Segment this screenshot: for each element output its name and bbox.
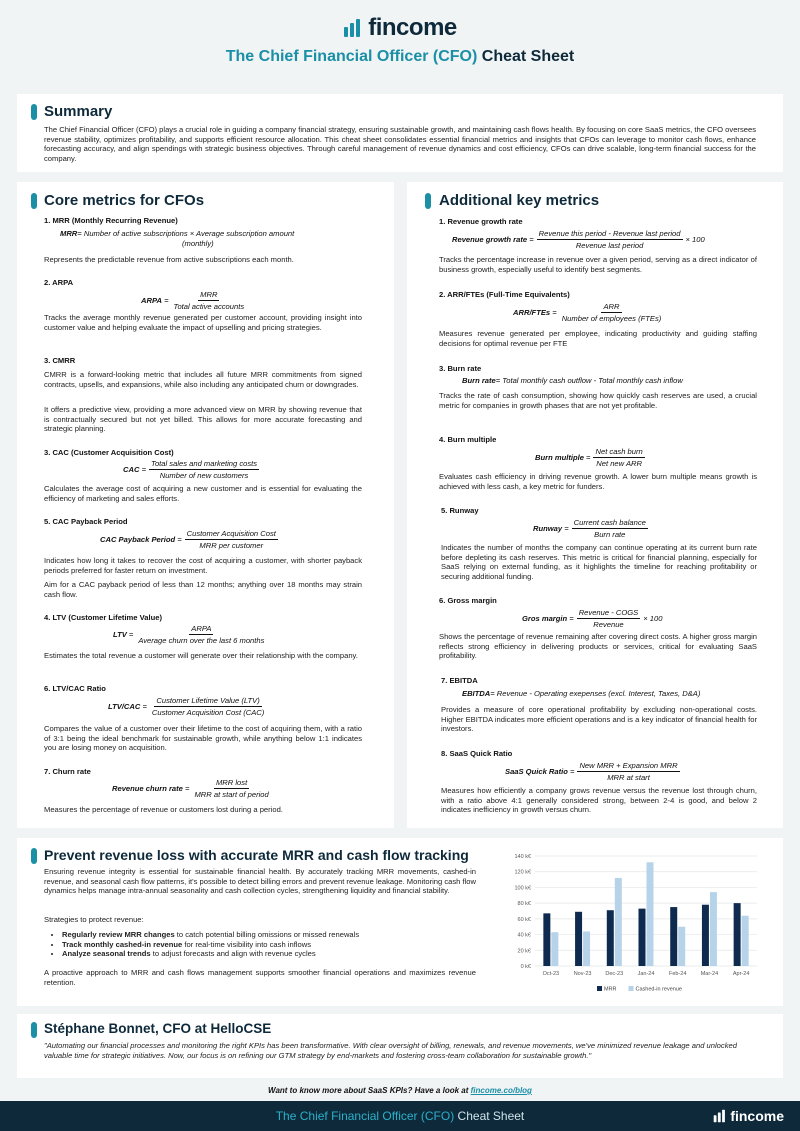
metric-desc-margin: Shows the percentage of revenue remaining after covering direct costs. A higher gross margin reflects strong efficiency in delivering products or services, critical for evaluating SaaS profitability. xyxy=(439,632,757,661)
footer-title xyxy=(0,1109,800,1123)
metric-desc-ltvcac: Compares the value of a customer over their lifetime to the cost of acquiring them, with a ratio of 3:1 being the ideal benchmark for sustainable growth, while anything below 1:1 indicates you are losing money on acquisition. xyxy=(44,724,362,753)
bullet-bold: Regularly review MRR changes xyxy=(62,930,175,939)
bar-cashed-in-revenue xyxy=(710,892,717,966)
metric-title-ltv: 4. LTV (Customer Lifetime Value) xyxy=(44,613,163,622)
formula-ltvcac: LTV/CAC = $\frac{\text{Customer Lifetime Value (LTV)}}{\text{Customer Acquisition Cost (CAC)}}$ xyxy=(108,696,265,717)
prevent-intro: Ensuring revenue integrity is essential for sustainable financial health. By accurately tracking MRR movements, cashed-in revenue, and seasonal cash flow patterns, it's possible to detect billing errors and prevent revenue leakage. Monitoring cash flow dynamics helps manage intra-annual seasonality and cash collection cycles, strengthening liquidity and financial stability. xyxy=(44,867,477,896)
metric-desc-mrr: Represents the predictable revenue from active subscriptions each month. xyxy=(44,255,294,264)
formula-lhs: EBITDA xyxy=(462,689,491,698)
chart-svg xyxy=(505,848,763,998)
x-tick-label: Apr-24 xyxy=(732,971,750,977)
formula-lhs: Revenue churn rate xyxy=(112,784,183,793)
list-item xyxy=(62,949,502,959)
summary-heading: Summary xyxy=(44,103,113,120)
y-tick-label: 0 k€ xyxy=(520,964,531,970)
y-tick-label: 80 k€ xyxy=(517,901,531,908)
bullet-text: to catch potential billing omissions or missed renewals xyxy=(174,930,360,939)
formula-lhs: Burn rate xyxy=(462,376,496,385)
formula-lhs: Burn multiple xyxy=(535,453,584,462)
formula-denominator: Revenue xyxy=(593,620,624,629)
formula-denominator: Net new ARR xyxy=(596,459,642,468)
formula-lhs: MRR xyxy=(60,229,78,238)
x-tick-label: Oct-23 xyxy=(542,971,560,977)
formula-numerator: Customer Lifetime Value (LTV) xyxy=(156,696,260,705)
formula-denominator: Average churn over the last 6 months xyxy=(138,636,265,645)
formula-numerator: Revenue this period - Revenue last period xyxy=(538,229,681,238)
formula-denominator: MRR at start of period xyxy=(194,790,269,799)
metric-desc-churn: Measures the percentage of revenue or customers lost during a period. xyxy=(44,805,283,814)
metric-title-arpa: 2. ARPA xyxy=(44,278,74,287)
prevent-heading: Prevent revenue loss with accurate MRR and cash flow tracking xyxy=(44,847,469,863)
formula-lhs: Revenue growth rate xyxy=(452,235,528,244)
formula-ltv: LTV = $\frac{\text{ARPA}}{\text{Average churn over the last 6 months}}$ xyxy=(113,624,265,645)
blog-link[interactable]: fincome.co/blog xyxy=(470,1086,532,1095)
metric-title-churn: 7. Churn rate xyxy=(44,767,91,776)
legend-label: MRR xyxy=(604,986,617,993)
mrr-cash-chart xyxy=(505,848,763,998)
formula-denominator: MRR per customer xyxy=(199,541,264,550)
formula-denominator: Number of new customers xyxy=(159,471,249,480)
formula-numerator: New MRR + Expansion MRR xyxy=(579,761,678,770)
formula-cac: CAC = $\frac{\text{Total sales and marketing costs}}{\text{Number of new customers}}$ xyxy=(123,459,258,480)
formula-ebitda xyxy=(462,689,700,698)
footer-brand-name: fincome xyxy=(730,1108,784,1124)
metric-desc-payback: Indicates how long it takes to recover the cost of acquiring a customer, with shorter payback periods preferred for faster return on investment. xyxy=(44,556,362,575)
metric-desc-multiple: Evaluates cash efficiency in driving revenue growth. A lower burn multiple means growth is achieved with less cash, a key metric for funders. xyxy=(439,472,757,491)
metric-desc-burn: Tracks the rate of cash consumption, showing how quickly cash reserves are used, a crucial metric for companies in growth phases that are not yet profitable. xyxy=(439,391,757,410)
formula-multiple: Burn multiple = $\frac{\text{Net cash burn}}{\text{Net new ARR}}$ xyxy=(535,447,643,468)
formula-lhs: CAC Payback Period xyxy=(100,535,176,544)
metric-desc-growth: Tracks the percentage increase in revenue over a given period, serving as a direct indicator of business growth, especially useful to identify best segments. xyxy=(439,255,757,274)
metric-desc-cmrr: CMRR is a forward-looking metric that includes all future MRR commitments from signed contracts, upsells, and expansions, while also including any anticipated churn or downgrades. xyxy=(44,370,362,389)
bar-mrr xyxy=(702,905,709,966)
bar-cashed-in-revenue xyxy=(583,931,590,966)
title-highlight: The Chief Financial Officer (CFO) xyxy=(225,48,478,65)
x-tick-label: Dec-23 xyxy=(605,971,624,977)
y-tick-label: 100 k€ xyxy=(514,885,531,892)
core-metrics-heading: Core metrics for CFOs xyxy=(44,192,205,209)
legend-swatch xyxy=(629,986,634,991)
metric-desc-cmrr-2: It offers a predictive view, providing a more advanced view on MRR by showing revenue that is contractually secured but not yet billed. This allows for more accurate forecasting and strategic planning. xyxy=(44,405,362,434)
x-tick-label: Feb-24 xyxy=(668,971,687,977)
formula-churn: Revenue churn rate = $\frac{\text{MRR lost}}{\text{MRR at start of period}}$ xyxy=(112,778,269,799)
bar-cashed-in-revenue xyxy=(615,878,622,966)
metric-title-ebitda: 7. EBITDA xyxy=(441,676,478,685)
bar-mrr xyxy=(670,907,677,966)
formula-numerator: ARR xyxy=(603,302,620,311)
cta-text: Want to know more about SaaS KPIs? Have a look at xyxy=(268,1086,471,1095)
metric-title-payback: 5. CAC Payback Period xyxy=(44,517,128,526)
x-tick-label: Jan-24 xyxy=(637,971,655,977)
formula-lhs: ARPA xyxy=(141,296,162,305)
bar-cashed-in-revenue xyxy=(678,927,685,966)
metric-title-margin: 6. Gross margin xyxy=(439,596,497,605)
testimonial-quote: "Automating our financial processes and monitoring the right KPIs has been transformative. With clear oversight of billing, renewals, and revenue movements, we've minimized revenue leakage and unlocked valuable time for strategic initiatives. Now, our focus is on refining our GTM strategy by end-markets and fostering cross-team collaboration for sustainable growth." xyxy=(44,1041,737,1060)
metric-desc-fte: Measures revenue generated per employee, indicating productivity and guiding staffing decisions for optimal revenue per FTE xyxy=(439,329,757,348)
list-item xyxy=(62,940,502,950)
formula-payback: CAC Payback Period = $\frac{\text{Customer Acquisition Cost}}{\text{MRR per customer}}$ xyxy=(100,529,276,550)
metric-desc-arpa: Tracks the average monthly revenue generated per customer account, providing insight into customer value and helping evaluate the impact of upselling and pricing strategies. xyxy=(44,313,362,332)
formula-numerator: Total sales and marketing costs xyxy=(151,459,258,468)
formula-numerator: MRR lost xyxy=(215,778,248,787)
metric-title-multiple: 4. Burn multiple xyxy=(439,435,497,444)
list-item xyxy=(62,930,502,940)
bar-cashed-in-revenue xyxy=(742,916,749,966)
bullet-bold: Track monthly cashed-in revenue xyxy=(62,939,183,949)
metric-desc-quick: Measures how efficiently a company grows revenue versus the revenue lost through churn, with a ratio above 4:1 generally considered strong, between 2-4 is good, and below 2 indicates inefficiency in growth versus churn. xyxy=(441,786,757,815)
metric-desc-ltv: Estimates the total revenue a customer will generate over their relationship with the company. xyxy=(44,651,358,660)
formula-lhs: Gros margin xyxy=(522,614,568,623)
y-tick-label: 120 k€ xyxy=(514,869,531,876)
formula-lhs: LTV/CAC xyxy=(108,702,141,711)
bar-mrr xyxy=(639,909,646,966)
brand-name: fincome xyxy=(368,14,457,41)
formula-denominator: Revenue last period xyxy=(575,241,644,250)
section-marker xyxy=(31,1022,37,1038)
formula-rhs: = Total monthly cash outflow - Total monthly cash inflow xyxy=(495,376,683,385)
formula-numerator: MRR xyxy=(200,290,218,299)
formula-denominator: Number of employees (FTEs) xyxy=(561,314,662,323)
formula-tail: × 100 xyxy=(643,614,663,623)
formula-denominator: Customer Acquisition Cost (CAC) xyxy=(151,708,265,717)
formula-lhs: ARR/FTEs xyxy=(513,308,551,317)
formula-rhs: = Revenue - Operating exepenses (excl. Interest, Taxes, D&A) xyxy=(490,689,701,698)
metric-title-burn: 3. Burn rate xyxy=(439,364,482,373)
prevent-outro: A proactive approach to MRR and cash flows management supports smoother financial operations and maximizes revenue retention. xyxy=(44,968,476,987)
formula-denominator: Total active accounts xyxy=(173,302,245,311)
summary-text: The Chief Financial Officer (CFO) plays a crucial role in guiding a company financial strategy, ensuring sustainable growth, and maintaining cash flows health. By focusing on core SaaS metrics, the CFO oversees revenue stability, optimizes profitability, and supports efficient resource allocation. This cheat sheet consolidates essential financial metrics and insights that CFOs can leverage to monitor cash flows, enhance forecasting accuracy, and align spendings with strategic business objectives. Through careful management of revenue dynamics and cost efficiency, CFOs can drive scalable, long-term financial success for the company. xyxy=(44,125,756,163)
formula-tail: × 100 xyxy=(685,235,705,244)
metric-title-fte: 2. ARR/FTEs (Full-Time Equivalents) xyxy=(439,290,570,299)
metric-title-cmrr: 3. CMRR xyxy=(44,356,76,365)
bar-cashed-in-revenue xyxy=(551,932,558,966)
cta-line xyxy=(0,1086,800,1095)
section-marker xyxy=(31,104,37,120)
formula-burn xyxy=(462,376,683,385)
strategies-label: Strategies to protect revenue: xyxy=(44,915,144,924)
footer-logo xyxy=(713,1108,784,1124)
metric-desc-payback-2: Aim for a CAC payback period of less than 12 months; anything over 18 months may strain cash flow. xyxy=(44,580,362,599)
y-tick-label: 40 k€ xyxy=(517,932,531,939)
metric-title-mrr: 1. MRR (Monthly Recurring Revenue) xyxy=(44,216,178,225)
fincome-logo-icon xyxy=(713,1109,727,1123)
y-tick-label: 20 k€ xyxy=(517,948,531,955)
metric-desc-cac: Calculates the average cost of acquiring a new customer and is essential for evaluating the efficiency of marketing and sales efforts. xyxy=(44,484,362,503)
formula-lhs: CAC xyxy=(123,465,140,474)
formula-numerator: Current cash balance xyxy=(573,518,646,527)
metric-desc-ebitda: Provides a measure of core operational profitability by excluding non-operational costs. Higher EBITDA indicates more efficient operations and is a key indicator of financial health for investors. xyxy=(441,705,757,734)
formula-numerator: Customer Acquisition Cost xyxy=(186,529,276,538)
legend-label: Cashed-in revenue xyxy=(635,986,682,993)
legend-swatch xyxy=(597,986,602,991)
metric-title-runway: 5. Runway xyxy=(441,506,479,515)
bar-mrr xyxy=(575,912,582,966)
section-marker xyxy=(425,193,431,209)
formula-runway: Runway = $\frac{\text{Current cash balance}}{\text{Burn rate}}$ xyxy=(533,518,646,539)
formula-mrr xyxy=(60,229,294,238)
x-tick-label: Nov-23 xyxy=(573,971,592,977)
formula-lhs: Runway xyxy=(533,524,563,533)
brand-logo xyxy=(0,14,800,43)
metric-desc-runway: Indicates the number of months the company can continue operating at its current burn rate before depleting its cash reserves. This metric is critical for financial planning, especially for SaaS relying on external funding, as it highlights the timeline for reaching profitability or securing additional funding. xyxy=(441,543,757,581)
testimonial-heading: Stéphane Bonnet, CFO at HelloCSE xyxy=(44,1021,272,1036)
formula-denominator: MRR at start xyxy=(607,773,650,782)
formula-lhs: LTV xyxy=(113,630,127,639)
formula-rhs: = Number of active subscriptions × Average subscription amount xyxy=(77,229,295,238)
footer-title-highlight: The Chief Financial Officer (CFO) xyxy=(275,1109,455,1123)
bar-mrr xyxy=(543,913,550,966)
metric-title-growth: 1. Revenue growth rate xyxy=(439,217,523,226)
metric-title-ltvcac: 6. LTV/CAC Ratio xyxy=(44,684,106,693)
formula-margin: Gros margin = $\frac{\text{Revenue - COGS}}{\text{Revenue}}$ × 100 xyxy=(522,608,663,629)
formula-numerator: Net cash burn xyxy=(595,447,643,456)
section-marker xyxy=(31,193,37,209)
page-title xyxy=(0,48,800,66)
formula-lhs: SaaS Quick Ratio xyxy=(505,767,568,776)
formula-growth: Revenue growth rate = $\frac{\text{Revenue this period - Revenue last period}}{\text{Revenue last period}}$ × 100 xyxy=(452,229,705,250)
additional-metrics-heading: Additional key metrics xyxy=(439,192,600,209)
formula-arpa: ARPA = $\frac{\text{MRR}}{\text{Total active accounts}}$ xyxy=(141,290,245,311)
bar-mrr xyxy=(734,903,741,966)
title-rest: Cheat Sheet xyxy=(477,48,575,65)
metric-title-quick: 8. SaaS Quick Ratio xyxy=(441,749,513,758)
formula-numerator: Revenue - COGS xyxy=(578,608,639,617)
section-marker xyxy=(31,848,37,864)
fincome-logo-icon xyxy=(343,18,363,38)
formula-mrr-cont: (monthly) xyxy=(182,239,214,248)
formula-quick: SaaS Quick Ratio = $\frac{\text{New MRR + Expansion MRR}}{\text{MRR at start}}$ xyxy=(505,761,678,782)
x-tick-label: Mar-24 xyxy=(700,971,719,977)
y-tick-label: 60 k€ xyxy=(517,916,531,923)
bullet-bold: Analyze seasonal trends xyxy=(62,949,151,959)
metric-title-cac: 3. CAC (Customer Acquisition Cost) xyxy=(44,448,174,457)
bullet-text: for real-time visibility into cash inflows xyxy=(182,939,311,949)
formula-numerator: ARPA xyxy=(191,624,212,633)
footer-title-rest: Cheat Sheet xyxy=(454,1109,525,1123)
formula-fte: ARR/FTEs = $\frac{\text{ARR}}{\text{Number of employees (FTEs)}}$ xyxy=(513,302,662,323)
y-tick-label: 140 k€ xyxy=(514,854,531,860)
bar-mrr xyxy=(607,910,614,966)
strategies-list xyxy=(44,930,502,959)
formula-denominator: Burn rate xyxy=(594,530,626,539)
bar-cashed-in-revenue xyxy=(647,862,654,966)
bullet-text: to adjust forecasts and align with revenue cycles xyxy=(150,949,316,959)
